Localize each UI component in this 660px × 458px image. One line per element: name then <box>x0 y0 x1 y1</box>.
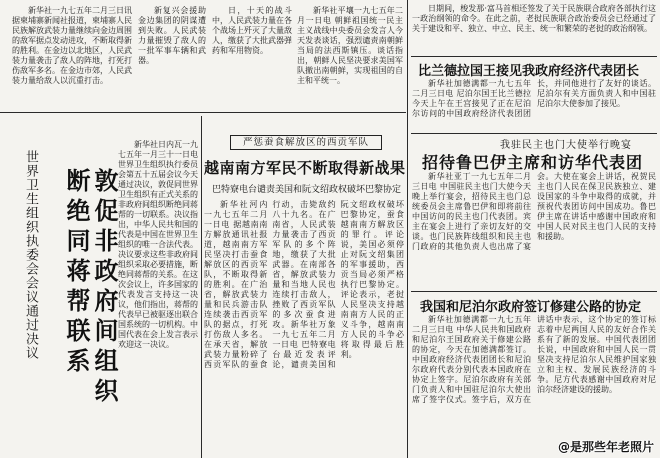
right-top-rule <box>411 56 657 57</box>
nepal-king-body: 新华社加德满都一九七五年二月三日电 尼泊尔国王比兰德拉今天上午在王宫接见了正在尼泊尔访问的中国政府经济代表团团长，并同他进行了友好的谈话。尼泊尔有关方面负责人和中国驻尼泊尔大使参加了接见。 <box>412 79 656 118</box>
cambodia-article-col3: 日，十天的战斗中，人民武装力量在各个战场上歼灭了大量敌人，缴获了大批武器弹药和军用物资。 <box>212 6 292 55</box>
vietnam-headline: 越南南方军民不断取得新战果 <box>204 159 406 177</box>
column-rule-right <box>407 0 408 458</box>
yemen-headline: 招待鲁巴伊主席和访华代表团 <box>422 153 644 172</box>
laos-article: 日期间，梭发那·富马首相还签发了关于民族联合政府各部执行这一政治纲领的命令。在此之前，老挝民族联合政治委员会已经通过了关于建设和平、独立、中立、民主、统一和繁荣的老挝的政治纲领。 <box>412 4 656 33</box>
yemen-kicker: 我驻民主也门大使举行晚宴 <box>500 140 632 151</box>
vietnam-body: 新华社河内一九七五年二月一日电 据越南南方解放通讯社报道，越南南方军民坚决打击蚕食解放区的西贡军队，不断取得新的胜利。在广治省，解放武装力量和民兵游击队连续袭击西贡军队的据点，打死打伤敌人多名。在承天省，解放武装力量粉碎了西贡军队的蚕食行动，击毙敌约八十九名。在广南省，人民武装力量袭击了西贡军队的多个阵地，缴获了大批武器。在南部各省，解放武装力量和当地人民也连续打击敌人，挫败了西贡军队的多次蚕食进攻。新华社万象一九七五年二月一日电 巴特寮电台最近发表评论，谴责美国和阮文绍政权破坏巴黎协定，蚕食越南南方解放区的罪行。评论说，美国必须停止对阮文绍集团的军事援助，西贡当局必须严格执行巴黎协定。评论表示，老挝人民坚决支持越南南方人民的正义斗争，越南南方人民的斗争必将取得最后胜利。 <box>204 200 404 369</box>
korea-article: 新华社平壤一九七五年二月一日电 朝鲜祖国统一民主主义战线中央委员会发言人今天发表谈话，强烈谴责南朝鲜当局的法西斯镇压。谈话指出，朝鲜人民坚决要求美国军队撤出南朝鲜，实现祖国的自主和平统一。 <box>297 6 403 85</box>
top-band-rule <box>0 112 406 113</box>
cambodia-article-col2: 新复兴会援助金边集团的阴谋遭到失败。人民武装力量摧毁了敌人的一批军事车辆和武器。 <box>138 6 206 65</box>
who-kicker: 世界卫生组织执委会会议通过决议 <box>23 150 38 360</box>
nepal-king-headline: 比兰德拉国王接见我政府经济代表团长 <box>418 64 640 79</box>
watermark: @是那些年老照片 <box>557 440 654 454</box>
vietnam-banner: 严惩蚕食解放区的西贡军队 <box>230 135 382 150</box>
who-headline: 敦促非政府间组织断绝同蒋帮联系 <box>62 168 118 408</box>
column-rule-left <box>201 116 202 458</box>
who-body: 新华社日内瓦一九七五年一月三十一日电 世界卫生组织执行委员会第五十五届会议今天通过决议，敦促同世界卫生组织有正式关系的非政府间组织断绝同蒋帮的一切联系。决议指出，中华人民共和国的代表是中国在世界卫生组织的唯一合法代表。决议要求这些非政府间组织采取必要措施，断绝同蒋帮的关系。在这次会议上，许多国家的代表发言支持这一决议，他们指出，蒋帮的代表早已被驱逐出联合国系统的一切机构。中国代表在会上发言表示欢迎这一决议。 <box>118 140 198 349</box>
vietnam-subheadline: 巴特寮电台谴责美国和阮文绍政权破坏巴黎协定 <box>212 185 402 195</box>
yemen-body: 新华社亚丁一九七五年二月三日电 中国驻民主也门大使今天晚上举行宴会，招待民主也门总统委员会主席鲁巴伊和即将前往中国访问的民主也门代表团。宾主在宴会上进行了亲切友好的交谈。也门民族阵线组织和民主也门政府的其他负责人也出席了宴会。大使在宴会上讲话，祝贺民主也门人民在保卫民族独立、建设国家的斗争中取得的成就，并预祝代表团访问中国成功。鲁巴伊主席在讲话中感谢中国政府和中国人民对民主也门人民的支持和援助。 <box>412 172 656 251</box>
right-lower-rule <box>411 291 657 292</box>
nepal-road-headline: 我国和尼泊尔政府签订修建公路的协定 <box>420 300 642 315</box>
right-mid-rule <box>411 133 657 134</box>
cambodia-article-col1: 新华社一九七五年二月三日讯 据柬埔寨新闻社报道，柬埔寨人民民族解放武装力量继续向金边周围的敌军据点发动进攻，不断取得新的胜利。在金边以北地区，人民武装力量袭击了敌人的阵地，打死打伤敌军多名。在金边市郊，人民武装力量给敌人以沉重打击。 <box>12 6 132 85</box>
nepal-road-body: 新华社加德满都一九七五年二月三日电 中华人民共和国政府和尼泊尔王国政府关于修建公路的协定，今天在加德满都签订。中国政府经济代表团团长和尼泊尔政府代表分别代表本国政府在协定上签字。尼泊尔政府有关部门负责人和中国驻尼泊尔大使出席了签字仪式。签字后，双方在讲话中表示，这个协定的签订标志着中尼两国人民的友好合作关系有了新的发展。中国代表团团长说，中国政府和中国人民一贯坚决支持尼泊尔人民维护国家独立和主权、发展民族经济的斗争。尼方代表感谢中国政府对尼泊尔经济建设的援助。 <box>412 315 656 404</box>
